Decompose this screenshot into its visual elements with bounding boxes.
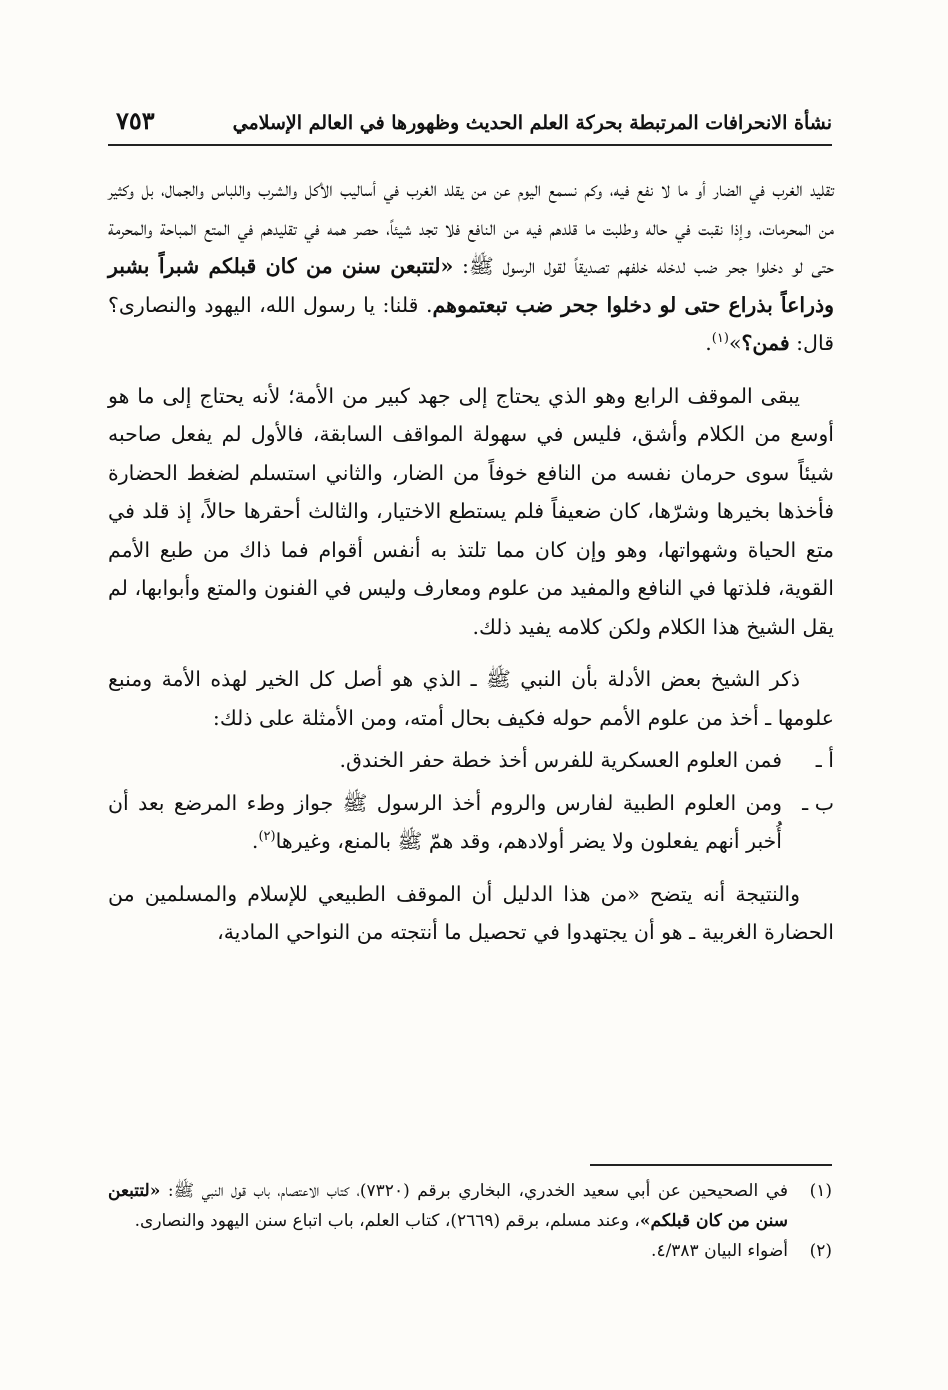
paragraph-4: والنتيجة أنه يتضح «من هذا الدليل أن الموقف الطبيعي للإسلام والمسلمين من الحضارة الغربية ـ هو أن يجتهدوا في تحصيل ما أنتجته من النواحي المادية، [108, 881, 834, 944]
footnote-2-text: أضواء البيان ٤/٣٨٣. [651, 1241, 788, 1261]
running-title: نشأة الانحرافات المرتبطة بحركة العلم الحديث وظهورها في العالم الإسلامي [232, 112, 832, 134]
running-header [108, 98, 832, 146]
footnote-1-text [108, 1176, 788, 1236]
footnote-separator [590, 1164, 832, 1166]
footnote-1-bold-quote: «لتتبعن سنن من كان قبلكم» [108, 1181, 788, 1231]
list-text-b-wrapper [108, 784, 782, 861]
hadith-quote-end: فمن؟ [741, 331, 790, 355]
list-marker-a: أ ـ [815, 748, 834, 772]
list-text-b: ومن العلوم الطبية لفارس والروم أخذ الرسول ﷺ جواز وطء المرضع بعد أن أُخبر أنهم يفعلون ولا يضر أولادهم، وقد همّ ﷺ بالمنع، وغيرها [108, 790, 782, 853]
footnote-2 [108, 1236, 832, 1266]
paragraph-1-text: تقليد الغرب في الضار أو ما لا نفع فيه، وكم نسمع اليوم عن من يقلد الغرب في أساليب الأكل والشرب واللباس والجمال، بل وكثير من المحرمات، وإذا نقبت في حاله وطلبت ما قلدهم فيه من النافع فلا تجد شيئاً، حصر همه في تقليدهم في المتع المباحة والمحرمة حتى لو دخلوا جحر ضب لدخله خلفهم تصديقاً لقول الرسول ﷺ: [108, 177, 834, 278]
list-item-a [108, 741, 834, 780]
paragraph-3: ذكر الشيخ بعض الأدلة بأن النبي ﷺ ـ الذي هو أصل كل الخير لهذه الأمة ومنبع علومها ـ أخذ من علوم الأمم حوله فكيف بحال أمته، ومن الأمثلة على ذلك: [108, 667, 834, 730]
footnote-1-number: (١) [809, 1181, 832, 1201]
footnote-1 [108, 1176, 832, 1236]
footnote-1-text-part2: ، وعند مسلم، برقم (٢٦٦٩)، كتاب العلم، باب اتباع سنن اليهود والنصارى. [134, 1211, 640, 1231]
footnotes [108, 1176, 832, 1266]
footnote-1-text-part1: في الصحيحين عن أبي سعيد الخدري، البخاري برقم (٧٣٢٠)، كتاب الاعتصام، باب قول النبي ﷺ: [160, 1181, 788, 1201]
footnote-2-number: (٢) [809, 1241, 832, 1261]
list-item-b [108, 784, 834, 861]
quote-close: » [728, 331, 742, 355]
footnote-ref-1: (١) [711, 331, 729, 347]
page-number: ٧٥٣ [116, 106, 155, 135]
paragraph-2: يبقى الموقف الرابع وهو الذي يحتاج إلى جهد كبير من الأمة؛ لأنه يحتاج إلى ما هو أوسع من الكلام وأشق، فليس في سهولة المواقف السابقة، فالأول لم يفعل صاحبه شيئاً سوى حرمان نفسه من النافع خوفاً من الضار، والثاني استسلم لضغط الحضارة فأخذها بخيرها وشرّها، كان ضعيفاً فلم يستطع الاختيار، والثالث أحقرها حالاً، إذ قلد في متع الحياة وشهواتها، وهو وإن كان مما تلتذ به أنفس أقوام فما ذاك من طبع الأمم القوية، فلذتها في النافع والمفيد من علوم ومعارف وليس في الفنون والمتع وأبوابها، لم يقل الشيخ هذا الكلام ولكن كلامه يفيد ذلك. [108, 383, 834, 639]
paragraph-1 [108, 170, 834, 363]
main-text [108, 170, 834, 952]
list-text-b-end: . [251, 829, 259, 853]
list-marker-b: ب ـ [802, 790, 834, 815]
paragraph-1-end: . [705, 331, 712, 355]
list-text-a: فمن العلوم العسكرية للفرس أخذ خطة حفر الخندق. [339, 748, 782, 772]
footnote-ref-2: (٢) [258, 829, 276, 845]
hadith-quote: «لتتبعن سنن من كان قبلكم شبراً بشبر وذراعاً بذراع حتى لو دخلوا جحر ضب تبعتموهم [108, 254, 835, 317]
paragraph-1-continuation: . قلنا: يا رسول الله، اليهود والنصارى؟ قال: [108, 292, 834, 355]
